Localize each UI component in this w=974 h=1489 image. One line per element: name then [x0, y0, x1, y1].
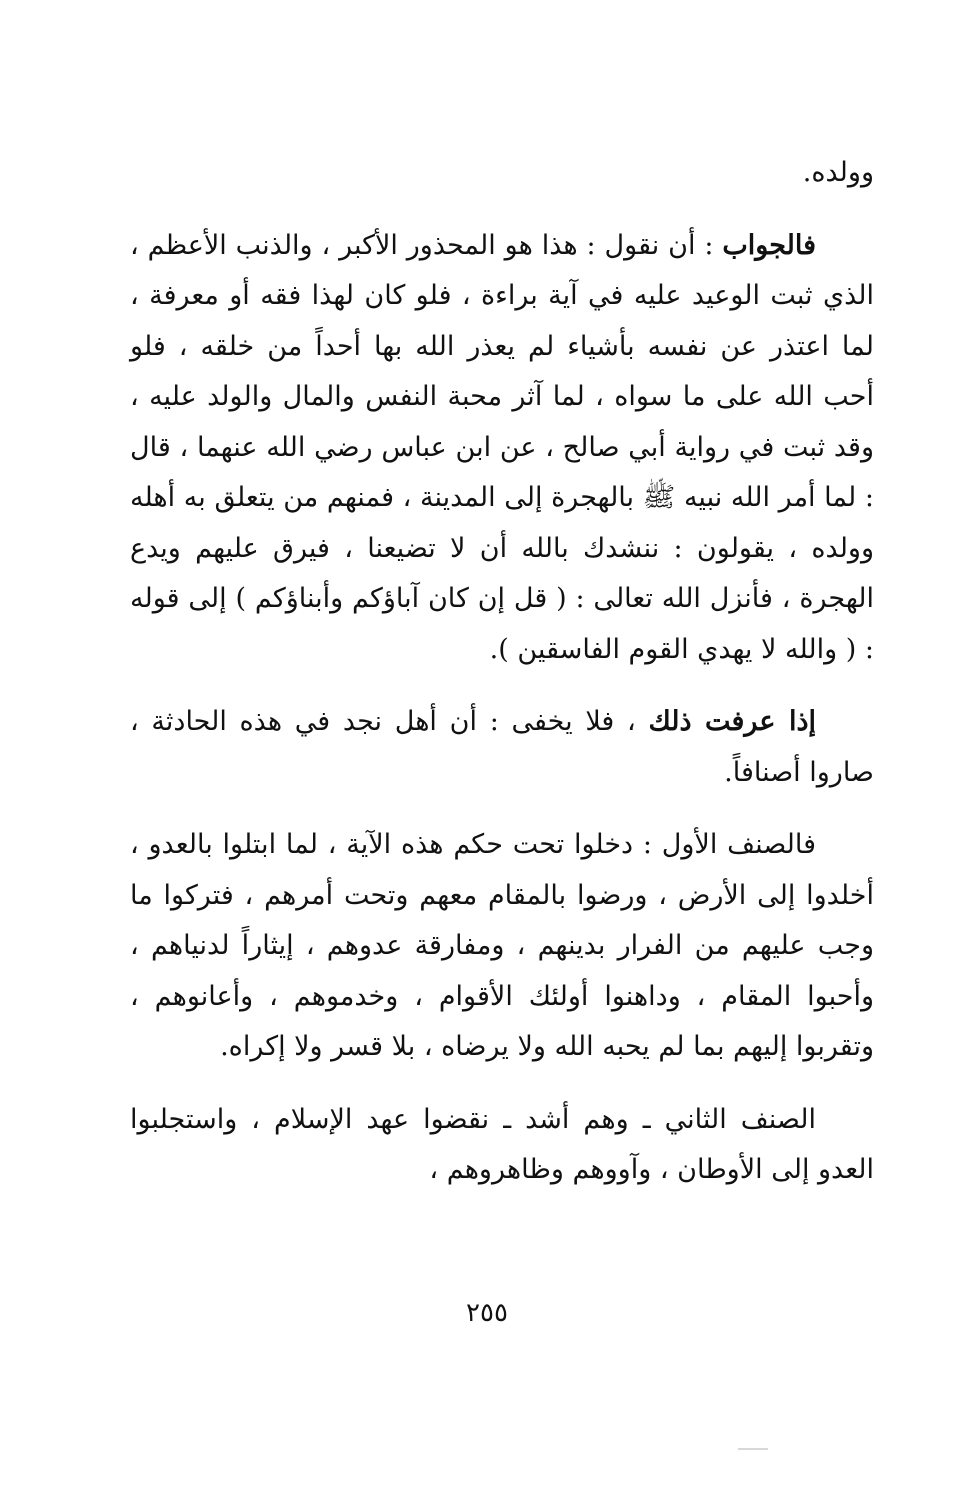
paragraph-2	[130, 221, 874, 676]
paragraph-1	[130, 148, 874, 199]
page-number: ٢٥٥	[466, 1298, 508, 1328]
scan-speck	[738, 1448, 768, 1450]
paragraph-4	[130, 820, 874, 1073]
paragraph-5-text: الصنف الثاني ـ وهم أشد ـ نقضوا عهد الإسلام ، واستجلبوا العدو إلى الأوطان ، وآووهم وظاهروهم ،	[130, 1103, 874, 1185]
paragraph-2-text: : أن نقول : هذا هو المحذور الأكبر ، والذنب الأعظم ، الذي ثبت الوعيد عليه في آية براءة ، فلو كان لهذا فقه أو معرفة ، لما اعتذر عن نفسه بأشياء لم يعذر الله بها أحداً من خلقه ، فلو أحب الله على ما سواه ، لما آثر محبة النفس والمال والولد عليه ، وقد ثبت في رواية أبي صالح ، عن ابن عباس رضي الله عنهما ، قال : لما أمر الله نبيه ﷺ بالهجرة إلى المدينة ، فمنهم من يتعلق به أهله وولده ، يقولون : ننشدك بالله أن لا تضيعنا ، فيرق عليهم ويدع الهجرة ، فأنزل الله تعالى : ( قل إن كان آباؤكم وأبناؤكم ) إلى قوله : ( والله لا يهدي القوم الفاسقين ).	[130, 229, 874, 665]
body-text	[130, 148, 874, 1196]
paragraph-3	[130, 697, 874, 798]
paragraph-3-lead: إذا عرفت ذلك	[648, 706, 816, 737]
paragraph-3-text: ، فلا يخفى : أن أهل نجد في هذه الحادثة ، صاروا أصنافاً.	[130, 706, 874, 788]
paragraph-5	[130, 1095, 874, 1196]
paragraph-1-text: وولده.	[802, 157, 874, 188]
paragraph-4-text: فالصنف الأول : دخلوا تحت حكم هذه الآية ، لما ابتلوا بالعدو ، أخلدوا إلى الأرض ، ورضوا بالمقام معهم وتحت أمرهم ، فتركوا ما وجب عليهم من الفرار بدينهم ، ومفارقة عدوهم ، إيثاراً لدنياهم ، وأحبوا المقام ، وداهنوا أولئك الأقوام ، وخدموهم ، وأعانوهم ، وتقربوا إليهم بما لم يحبه الله ولا يرضاه ، بلا قسر ولا إكراه.	[130, 829, 874, 1062]
paragraph-2-lead: فالجواب	[722, 229, 816, 261]
